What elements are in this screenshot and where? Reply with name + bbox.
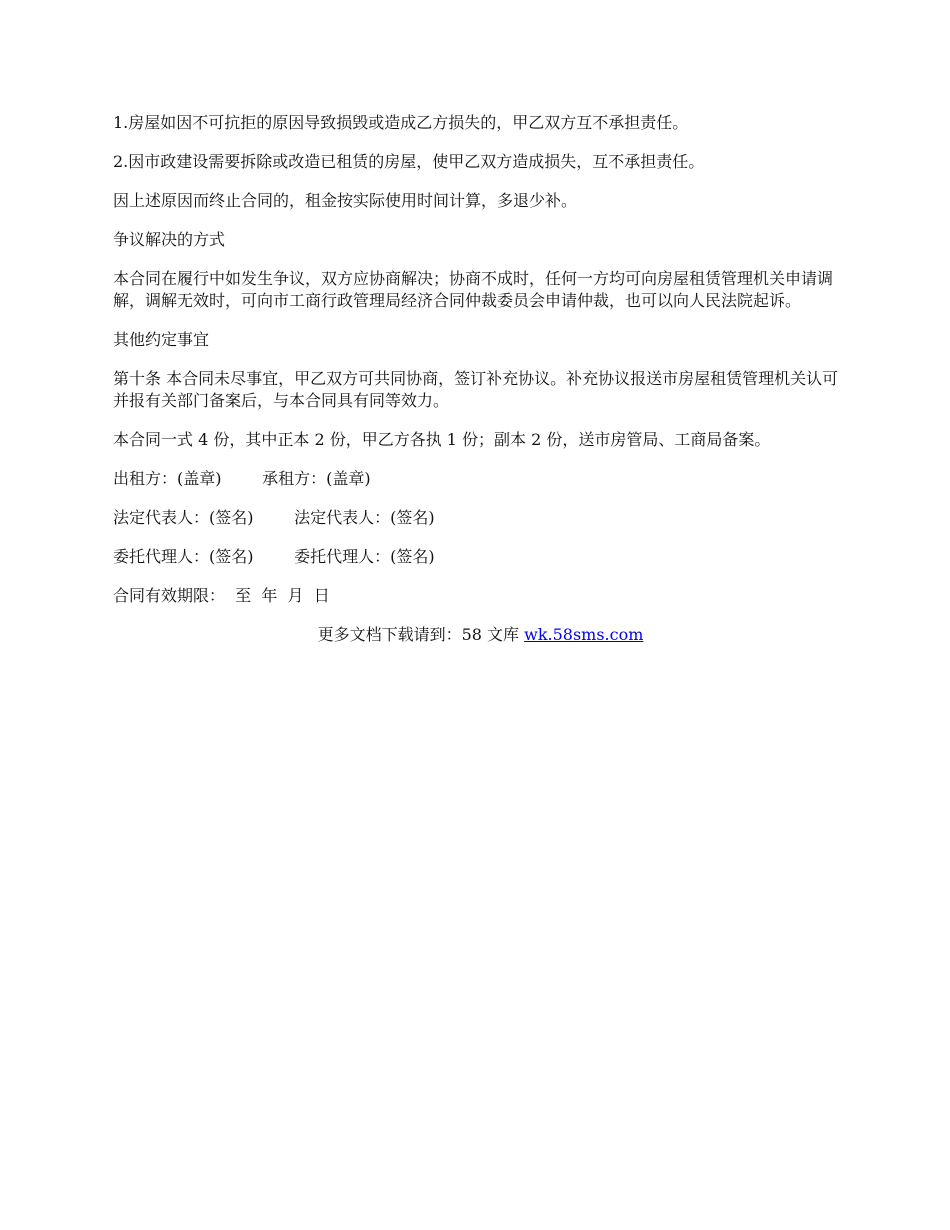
contract-validity-line: 合同有效期限： 至 年 月 日 bbox=[113, 586, 330, 605]
clause-article-ten: 第十条 本合同未尽事宜，甲乙双方可共同协商，签订补充协议。补充协议报送市房屋租赁管理机关认可并报有关部门备案后，与本合同具有同等效力。 bbox=[113, 369, 839, 410]
footer-text: 更多文档下载请到：58 文库 bbox=[317, 625, 525, 644]
signature-legal-rep-line: 法定代表人：(签名) 法定代表人：(签名) bbox=[113, 508, 435, 527]
section-heading-other-matters: 其他约定事宜 bbox=[113, 330, 210, 349]
clause-rent-settlement: 因上述原因而终止合同的，租金按实际使用时间计算，多退少补。 bbox=[113, 191, 578, 210]
clause-copies: 本合同一式 4 份，其中正本 2 份，甲乙方各执 1 份；副本 2 份，送市房管局、工商局备案。 bbox=[113, 430, 771, 449]
footer-link[interactable]: wk.58sms.com bbox=[524, 625, 644, 644]
clause-force-majeure: 1.房屋如因不可抗拒的原因导致损毁或造成乙方损失的，甲乙双方互不承担责任。 bbox=[113, 113, 689, 132]
document-page bbox=[113, 112, 848, 663]
signature-seal-line: 出租方：(盖章) 承租方：(盖章) bbox=[113, 469, 371, 488]
section-heading-dispute: 争议解决的方式 bbox=[113, 230, 226, 249]
download-footer bbox=[113, 624, 848, 646]
clause-municipal-demolition: 2.因市政建设需要拆除或改造已租赁的房屋，使甲乙双方造成损失，互不承担责任。 bbox=[113, 152, 705, 171]
clause-dispute-resolution: 本合同在履行中如发生争议，双方应协商解决；协商不成时，任何一方均可向房屋租赁管理机关申请调解，调解无效时，可向市工商行政管理局经济合同仲裁委员会申请仲裁，也可以向人民法院起诉。 bbox=[113, 269, 834, 310]
signature-agent-line: 委托代理人：(签名) 委托代理人：(签名) bbox=[113, 547, 435, 566]
